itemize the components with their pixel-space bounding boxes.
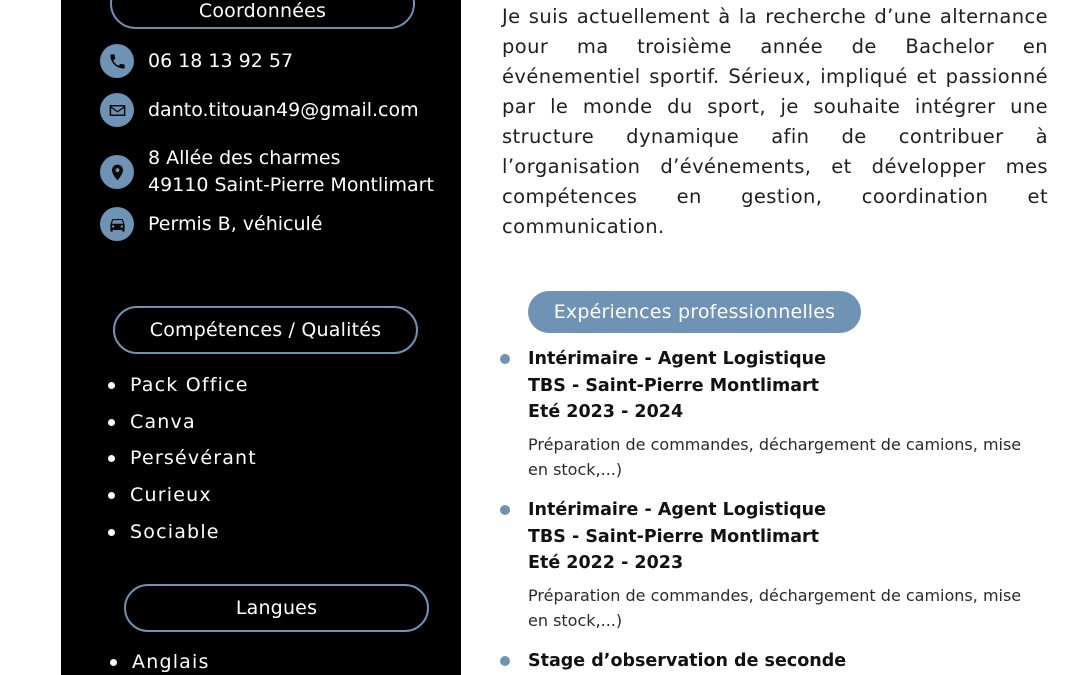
experience-date: Eté 2023 - 2024 (528, 402, 684, 422)
experience-date: Eté 2022 - 2023 (528, 553, 684, 573)
experience-title: Intérimaire - Agent Logistique (528, 500, 827, 520)
location-pin-icon (100, 155, 134, 189)
address (148, 145, 434, 199)
contact-heading (110, 0, 415, 29)
languages-heading (124, 584, 429, 632)
list-item: Pack Office (108, 373, 257, 410)
email-row (100, 93, 419, 127)
languages-list (110, 650, 210, 675)
sidebar (61, 0, 461, 675)
profile-summary: Je suis actuellement à la recherche d’une alternance pour ma troisième année de Bachelor en événementiel sportif. Sérieux, impliqué et passionné par le monde du sport, je souhaite intégrer une structure dynamique afin de contribuer à l’organisation d’événements, et développer mes compétences en gestion, coordination et communication. (502, 5, 1048, 238)
list-item: Anglais (110, 650, 210, 675)
languages-heading-label: Langues (235, 597, 318, 619)
experience-item (500, 497, 1040, 633)
car-icon (100, 207, 134, 241)
bullet-dot (500, 354, 510, 364)
experience-item (500, 648, 1040, 675)
list-item: Curieux (108, 483, 257, 520)
skills-heading-label: Compétences / Qualités (149, 319, 382, 341)
experience-title: Stage d’observation de seconde (528, 651, 847, 671)
bullet-dot (500, 656, 510, 666)
envelope-icon (100, 93, 134, 127)
list-item: Persévérant (108, 446, 257, 483)
experience-heading-label: Expériences professionnelles (553, 301, 836, 323)
contact-heading-label: Coordonnées (198, 0, 327, 22)
experience-description: Préparation de commandes, déchargement de camions, mise en stock,...) (528, 434, 1022, 479)
list-item: Canva (108, 410, 257, 447)
bullet-dot (500, 505, 510, 515)
address-line-2: 49110 Saint-Pierre Montlimart (148, 174, 434, 196)
experience-item (500, 346, 1040, 482)
phone-icon (100, 44, 134, 78)
address-line-1: 8 Allée des charmes (148, 147, 341, 169)
email-address: danto.titouan49@gmail.com (148, 98, 419, 121)
experience-heading (528, 291, 861, 333)
address-row (100, 145, 434, 199)
phone-number: 06 18 13 92 57 (148, 49, 294, 72)
list-item: Sociable (108, 520, 257, 557)
experience-description: Préparation de commandes, déchargement de camions, mise en stock,...) (528, 585, 1022, 630)
license-row (100, 207, 323, 241)
skills-list (108, 373, 257, 556)
phone-row (100, 44, 293, 78)
license-text: Permis B, véhiculé (148, 212, 323, 235)
experience-company: TBS - Saint-Pierre Montlimart (528, 526, 820, 547)
experience-title: Intérimaire - Agent Logistique (528, 349, 827, 369)
experience-company: TBS - Saint-Pierre Montlimart (528, 375, 820, 396)
skills-heading (113, 306, 418, 354)
